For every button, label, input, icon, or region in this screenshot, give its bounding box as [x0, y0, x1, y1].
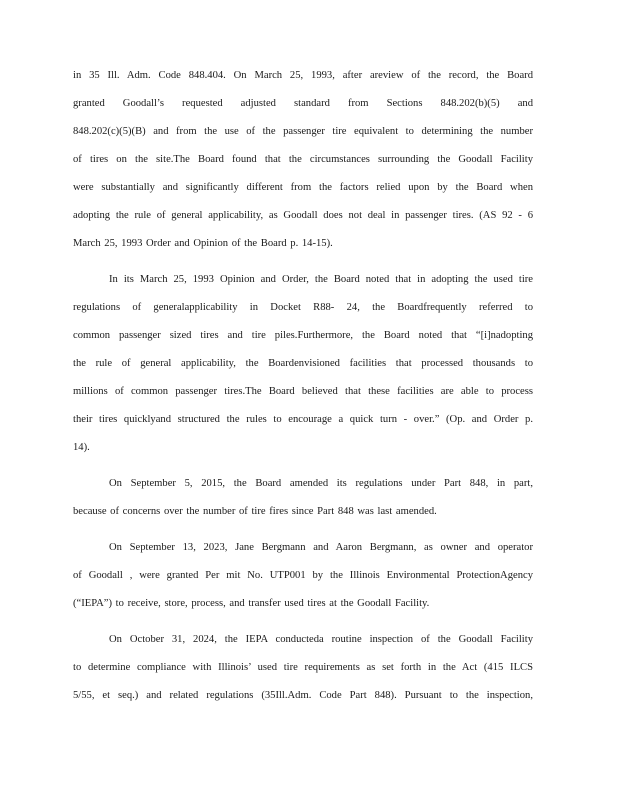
text-line: granted Goodall’s requested adjusted standard from Sections 848.202(b)(5) and: [73, 98, 533, 109]
text-line: 14).: [73, 442, 90, 453]
paragraph: [73, 62, 533, 258]
text-line: In its March 25, 1993 Opinion and Order, the Board noted that in adopting the used tire: [109, 274, 533, 285]
text-line: 848.202(c)(5)(B) and from the use of the passenger tire equivalent to determining the number: [73, 126, 533, 137]
paragraph: [73, 534, 533, 618]
text-line: On October 31, 2024, the IEPA conducteda routine inspection of the Goodall Facility: [109, 634, 533, 645]
text-line: of Goodall , were granted Per mit No. UTP001 by the Illinois Environmental ProtectionAgency: [73, 570, 533, 581]
text-line: their tires quicklyand structured the rules to encourage a quick turn - over.” (Op. and Order p.: [73, 414, 533, 425]
text-line: March 25, 1993 Order and Opinion of the Board p. 14-15).: [73, 238, 333, 249]
paragraph: [73, 626, 533, 710]
text-line: adopting the rule of general applicability, as Goodall does not deal in passenger tires. (AS 92 - 6: [73, 210, 533, 221]
text-line: On September 5, 2015, the Board amended its regulations under Part 848, in part,: [109, 478, 533, 489]
text-line: because of concerns over the number of tire fires since Part 848 was last amended.: [73, 506, 437, 517]
text-line: the rule of general applicability, the Boardenvisioned facilities that processed thousands to: [73, 358, 533, 369]
document-page: [73, 62, 533, 718]
text-line: in 35 Ill. Adm. Code 848.404. On March 25, 1993, after areview of the record, the Board: [73, 70, 533, 81]
text-line: 5/55, et seq.) and related regulations (35Ill.Adm. Code Part 848). Pursuant to the inspection,: [73, 690, 533, 701]
text-line: millions of common passenger tires.The Board believed that these facilities are able to process: [73, 386, 533, 397]
text-line: On September 13, 2023, Jane Bergmann and Aaron Bergmann, as owner and operator: [109, 542, 533, 553]
paragraph: [73, 266, 533, 462]
paragraph: [73, 470, 533, 526]
text-line: of tires on the site.The Board found that the circumstances surrounding the Goodall Facility: [73, 154, 533, 165]
text-line: to determine compliance with Illinois’ used tire requirements as set forth in the Act (415 ILCS: [73, 662, 533, 673]
text-line: regulations of generalapplicability in Docket R88- 24, the Boardfrequently referred to: [73, 302, 533, 313]
text-line: (“IEPA”) to receive, store, process, and transfer used tires at the Goodall Facility.: [73, 598, 430, 609]
text-line: were substantially and significantly different from the factors relied upon by the Board when: [73, 182, 533, 193]
text-line: common passenger sized tires and tire piles.Furthermore, the Board noted that “[i]nadopting: [73, 330, 533, 341]
